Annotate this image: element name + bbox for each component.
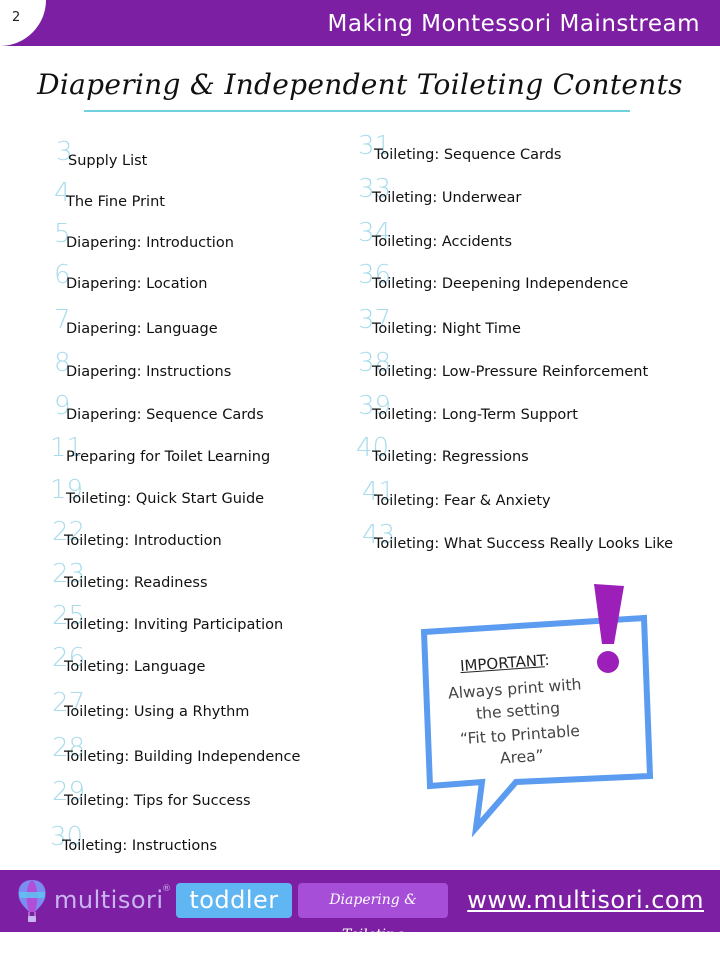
contents-entry [52, 644, 392, 684]
contents-entry [54, 306, 394, 346]
page-number: 2 [12, 10, 21, 25]
entry-label: Toileting: Readiness [64, 575, 208, 591]
entry-page-number: 28 [52, 733, 86, 763]
contents-entry [54, 179, 394, 219]
header-title: Making Montessori Mainstream [327, 11, 700, 37]
brand-name: multisori [54, 886, 164, 914]
contents-entry [358, 349, 698, 389]
entry-page-number: 25 [52, 601, 86, 631]
entry-page-number: 6 [54, 260, 71, 290]
contents-entry [52, 734, 392, 774]
entry-label: Toileting: Introduction [64, 533, 222, 549]
contents-entry [54, 392, 394, 432]
entry-page-number: 34 [358, 218, 392, 248]
contents-entry [54, 349, 394, 389]
hot-air-balloon-icon [16, 878, 48, 924]
exclamation-mark-icon [588, 582, 628, 678]
entry-label: Diapering: Sequence Cards [66, 407, 264, 423]
callout-line: Always print with [447, 675, 582, 703]
entry-page-number: 23 [52, 559, 86, 589]
entry-label: The Fine Print [66, 194, 165, 210]
entry-page-number: 30 [50, 822, 84, 852]
level-badge: toddler [176, 883, 292, 918]
contents-entry [54, 220, 394, 260]
entry-label: Toileting: Night Time [372, 321, 521, 337]
entry-page-number: 9 [54, 391, 71, 421]
entry-page-number: 43 [362, 520, 396, 550]
contents-entry [54, 261, 394, 301]
contents-entry [56, 138, 396, 178]
contents-entry [52, 778, 392, 818]
entry-label: Toileting: Tips for Success [64, 793, 251, 809]
website-link[interactable]: www.multisori.com [467, 886, 704, 914]
entry-label: Toileting: Sequence Cards [374, 147, 562, 163]
entry-page-number: 31 [358, 131, 392, 161]
contents-entry [358, 132, 698, 172]
entry-label: Toileting: Building Independence [64, 749, 301, 765]
contents-entry [362, 521, 702, 561]
contents-entry [50, 434, 390, 474]
contents-entry [50, 476, 390, 516]
entry-label: Toileting: Low-Pressure Reinforcement [372, 364, 649, 380]
entry-page-number: 5 [54, 219, 71, 249]
entry-label: Diapering: Instructions [66, 364, 232, 380]
contents-entry [50, 823, 390, 863]
contents-entry [356, 434, 696, 474]
entry-page-number: 4 [54, 178, 71, 208]
entry-page-number: 40 [356, 433, 390, 463]
entry-label: Toileting: Fear & Anxiety [374, 493, 551, 509]
entry-label: Toileting: What Success Really Looks Like [374, 536, 674, 552]
contents-entry [358, 392, 698, 432]
entry-label: Toileting: Inviting Participation [64, 617, 284, 633]
document-title: Diapering & Independent Toileting Contents [37, 68, 683, 101]
important-heading: IMPORTANT: [459, 650, 551, 676]
entry-page-number: 7 [54, 305, 71, 335]
contents-entry [52, 689, 392, 729]
entry-label: Diapering: Location [66, 276, 208, 292]
entry-page-number: 36 [358, 260, 392, 290]
entry-page-number: 19 [50, 475, 84, 505]
subject-badge: Diapering & Toileting [298, 883, 448, 918]
entry-page-number: 22 [52, 517, 86, 547]
entry-label: Toileting: Accidents [372, 234, 513, 250]
entry-page-number: 38 [358, 348, 392, 378]
registered-mark: ® [162, 884, 171, 894]
entry-page-number: 3 [56, 137, 73, 167]
entry-label: Diapering: Language [66, 321, 218, 337]
contents-entry [362, 478, 702, 518]
important-callout [420, 610, 650, 830]
entry-label: Diapering: Introduction [66, 235, 234, 251]
contents-entry [52, 518, 392, 558]
entry-page-number: 11 [50, 433, 84, 463]
contents-entry [358, 261, 698, 301]
entry-page-number: 29 [52, 777, 86, 807]
entry-page-number: 37 [358, 305, 392, 335]
entry-label: Toileting: Instructions [62, 838, 218, 854]
entry-page-number: 33 [358, 174, 392, 204]
entry-page-number: 26 [52, 643, 86, 673]
entry-page-number: 27 [52, 688, 86, 718]
callout-line: Area” [499, 746, 545, 768]
entry-label: Toileting: Language [64, 659, 206, 675]
callout-line: the setting [475, 699, 561, 723]
entry-label: Toileting: Regressions [372, 449, 529, 465]
title-underline [84, 110, 630, 112]
entry-page-number: 8 [54, 348, 71, 378]
entry-label: Toileting: Quick Start Guide [66, 491, 265, 507]
contents-entry [52, 602, 392, 642]
entry-label: Supply List [68, 153, 148, 169]
contents-entry [358, 175, 698, 215]
callout-line: “Fit to Printable [459, 721, 581, 749]
contents-entry [52, 560, 392, 600]
contents-entry [358, 306, 698, 346]
entry-label: Preparing for Toilet Learning [66, 449, 271, 465]
contents-entry [358, 219, 698, 259]
entry-label: Toileting: Using a Rhythm [64, 704, 250, 720]
entry-label: Toileting: Underwear [372, 190, 522, 206]
entry-page-number: 39 [358, 391, 392, 421]
entry-label: Toileting: Long-Term Support [372, 407, 578, 423]
entry-label: Toileting: Deepening Independence [372, 276, 629, 292]
entry-page-number: 41 [362, 477, 396, 507]
